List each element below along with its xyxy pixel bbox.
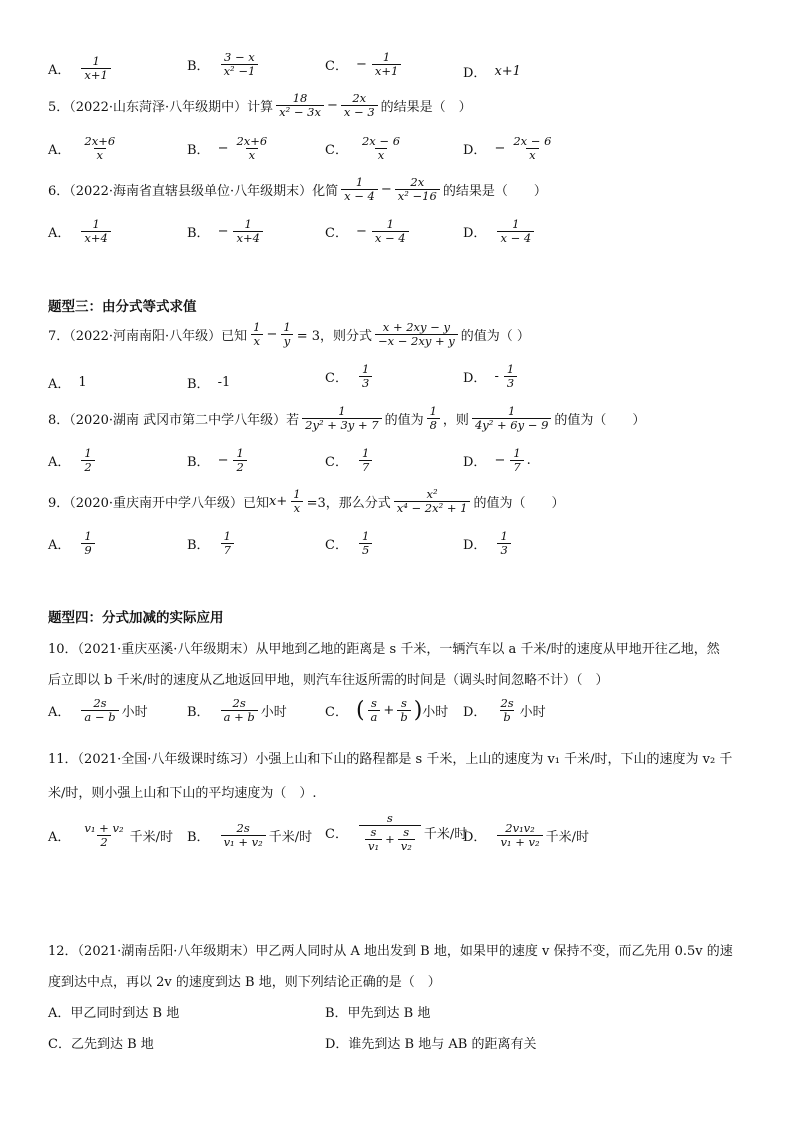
fraction: $\frac{2s}{a + b}$ bbox=[221, 697, 258, 724]
q8-option-c bbox=[325, 447, 375, 474]
q9-option-b bbox=[187, 530, 237, 557]
q12-option-b: B．甲先到达 B 地 bbox=[325, 1006, 431, 1021]
fraction: $\frac{1}{x+1}$ bbox=[81, 55, 110, 82]
q9-option-d bbox=[463, 530, 514, 557]
option-label: B． bbox=[187, 377, 210, 392]
option-label: D． bbox=[463, 371, 487, 387]
fraction: $\frac{\text{2v₁v₂}}{\text{v₁ + v₂}}$ bbox=[497, 822, 542, 849]
question-11-line-1: 11．（2021·全国·八年级课时练习）小强上山和下山的路程都是 s 千米，上山的速度为 v₁ 千米/时，下山的速度为 v₂ 千 bbox=[48, 752, 733, 767]
option-label: B． bbox=[187, 705, 210, 721]
fraction: $\frac{1}{9}$ bbox=[81, 530, 94, 557]
section-heading: 题型四：分式加减的实际应用 bbox=[48, 610, 224, 626]
fraction: $\frac{3 - x}{\text{x² −1}}$ bbox=[221, 51, 259, 78]
option-label: C． bbox=[325, 455, 348, 471]
fraction: $\frac{1}{x+4}$ bbox=[81, 218, 110, 245]
q7-option-b: B． -1 bbox=[187, 375, 231, 392]
option-label: A． bbox=[48, 455, 71, 471]
q8-option-a bbox=[48, 447, 98, 474]
option-label: D． bbox=[463, 143, 487, 159]
fraction: $\frac{s}{\text{v₂}}$ bbox=[398, 826, 415, 853]
q6-option-b: B． − $\frac{1}{x+4}$ bbox=[187, 218, 266, 245]
option-label: A． bbox=[48, 830, 71, 846]
q4-option-b bbox=[187, 51, 261, 78]
q8-option-d: D． − $\frac{1}{7}$ . bbox=[463, 446, 531, 475]
fraction: $\frac{1}{\text{4y² + 6y − 9}}$ bbox=[472, 405, 551, 432]
fraction: $\frac{2x}{x - 3}$ bbox=[341, 92, 378, 119]
option-label: C． bbox=[325, 143, 348, 159]
q11-option-a: A． $\frac{\text{v₁ + v₂}}{2}$ 千米/时 bbox=[48, 821, 173, 850]
section-heading: 题型三：由分式等式求值 bbox=[48, 299, 197, 315]
fraction: $\frac{1}{x+1}$ bbox=[372, 51, 401, 78]
fraction: $\frac{1}{8}$ bbox=[427, 405, 440, 432]
fraction: $\frac{1}{x}$ bbox=[290, 488, 303, 515]
q6-option-c: C． − $\frac{1}{x - 4}$ bbox=[325, 218, 412, 245]
q12-option-d: D．谁先到达 B 地与 AB 的距离有关 bbox=[325, 1037, 537, 1052]
fraction: $\frac{2x+6}{x}$ bbox=[84, 134, 116, 163]
q9-option-a bbox=[48, 530, 98, 557]
fraction: $\frac{1}{x - 4}$ bbox=[497, 218, 534, 245]
fraction: $\frac{\text{v₁ + v₂}}{2}$ bbox=[84, 821, 124, 850]
option-label: C． bbox=[325, 226, 348, 242]
q10-option-b: B． $\frac{2s}{a + b}$ 小时 bbox=[187, 696, 287, 725]
q12-option-c: C．乙先到达 B 地 bbox=[48, 1037, 154, 1052]
fraction: $\frac{\text{x²}}{\text{x⁴ − 2x² + 1}}$ bbox=[394, 488, 471, 515]
fraction: $\frac{1}{3}$ bbox=[504, 363, 517, 390]
question-9: 9．（2020·重庆南开中学八年级）已知 x+ $\frac{1}{x}$ =3，那么分式 $\frac{\text{x²}}{\text{x⁴ − 2x² + 1}}$ 的值为（ ） bbox=[48, 487, 565, 516]
q4-option-c: C． − $\frac{1}{x+1}$ bbox=[325, 51, 404, 78]
fraction: $\frac{2s}{b}$ bbox=[500, 696, 514, 725]
fraction: $\frac{s}{b}$ bbox=[397, 697, 410, 724]
q4-option-a bbox=[48, 55, 114, 82]
fraction: $\frac{1}{2}$ bbox=[81, 447, 94, 474]
option-label: D． bbox=[463, 66, 487, 81]
fraction: $\frac{x + 2xy - y}{-x - 2xy + y}$ bbox=[375, 321, 458, 348]
fraction: $\frac{1}{3}$ bbox=[497, 530, 510, 557]
q5-option-b: B． − $\frac{2x+6}{x}$ bbox=[187, 135, 273, 162]
fraction: $\frac{1}{x - 4}$ bbox=[341, 176, 378, 203]
q6-option-d bbox=[463, 218, 537, 245]
option-label: C． bbox=[325, 371, 348, 387]
q12-option-a: A．甲乙同时到达 B 地 bbox=[48, 1006, 180, 1021]
fraction: $\frac{1}{2}$ bbox=[233, 447, 246, 474]
fraction-denominator: $\frac{s}{\text{v₁}}$ + $\frac{s}{\text{v₂}}$ bbox=[359, 825, 421, 853]
option-label: A． bbox=[48, 377, 71, 392]
fraction: $\frac{2x - 6}{x}$ bbox=[513, 134, 552, 163]
q9-option-c bbox=[325, 530, 375, 557]
fraction: $\frac{s}{\text{v₁}}$ bbox=[365, 826, 382, 853]
option-label: C． bbox=[325, 538, 348, 554]
q7-option-a: A． 1 bbox=[48, 375, 87, 392]
q10-option-d: D． $\frac{2s}{b}$ 小时 bbox=[463, 696, 546, 725]
option-label: C． bbox=[325, 59, 348, 75]
option-label: A． bbox=[48, 63, 71, 79]
fraction: $\frac{1}{y}$ bbox=[280, 321, 293, 348]
question-8: 8．（2020·湖南 武冈市第二中学八年级）若 $\frac{1}{\text{2y² + 3y + 7}}$ 的值为 $\frac{1}{8}$ ，则 $\frac{1}{\text{4y² + 6y − 9}}$ 的值为（ ） bbox=[48, 404, 646, 433]
fraction: $\frac{1}{x+4}$ bbox=[233, 218, 262, 245]
q5-option-c bbox=[325, 135, 406, 162]
fraction: $\frac{1}{x - 4}$ bbox=[372, 218, 409, 245]
q5-option-a bbox=[48, 135, 121, 162]
option-label: D． bbox=[463, 830, 487, 846]
option-label: C． bbox=[325, 705, 348, 721]
question-6: 6．（2022·海南省直辖县级单位·八年级期末）化简 $\frac{1}{x - 4}$ − $\frac{2x}{\text{x² −16}}$ 的结果是（ ） bbox=[48, 175, 547, 204]
fraction: $\frac{1}{\text{2y² + 3y + 7}}$ bbox=[302, 405, 381, 432]
q5-option-d: D． − $\frac{2x - 6}{x}$ bbox=[463, 135, 557, 162]
question-11-line-2: 米/时，则小强上山和下山的平均速度为（ ）. bbox=[48, 786, 317, 801]
q4-option-d: D． x+1 bbox=[463, 64, 521, 81]
option-label: B． bbox=[187, 830, 210, 846]
fraction: $\frac{2x - 6}{x}$ bbox=[361, 134, 401, 163]
fraction: $\frac{2x}{\text{x² −16}}$ bbox=[395, 176, 440, 203]
fraction: $\frac{1}{3}$ bbox=[359, 363, 372, 390]
fraction: $\frac{18}{\text{x² − 3x}}$ bbox=[276, 92, 324, 119]
question-10-line-1: 10．（2021·重庆巫溪·八年级期末）从甲地到乙地的距离是 s 千米，一辆汽车以 a 千米/时的速度从甲地开往乙地，然 bbox=[48, 642, 720, 657]
option-label: D． bbox=[463, 705, 487, 721]
option-label: D． bbox=[463, 538, 487, 554]
question-10-line-2: 后立即以 b 千米/时的速度从乙地返回甲地，则汽车往返所需的时间是（调头时间忽略不计）（ ） bbox=[48, 673, 609, 688]
fraction: $\frac{1}{5}$ bbox=[359, 530, 372, 557]
fraction: $\frac{1}{7}$ bbox=[359, 447, 372, 474]
fraction: $\frac{2x+6}{x}$ bbox=[236, 134, 268, 163]
q8-option-b: B． − $\frac{1}{2}$ bbox=[187, 447, 250, 474]
option-label: B． bbox=[187, 226, 210, 242]
option-label: B． bbox=[187, 59, 210, 75]
compound-fraction: s $\frac{s}{\text{v₁}}$ + $\frac{s}{\text{v₂}}$ bbox=[359, 812, 421, 854]
fraction: $\frac{2s}{\text{v₁ + v₂}}$ bbox=[221, 822, 266, 849]
option-label: A． bbox=[48, 538, 71, 554]
q7-option-c bbox=[325, 363, 375, 390]
option-label: A． bbox=[48, 705, 71, 721]
q6-option-a bbox=[48, 218, 114, 245]
option-label: C． bbox=[325, 827, 348, 843]
question-7: 7．（2022·河南南阳·八年级）已知 $\frac{1}{x}$ − $\frac{1}{y}$ = 3，则分式 $\frac{x + 2xy - y}{-x - 2xy + y}$ 的值为（ ） bbox=[48, 320, 530, 349]
q11-option-c: C． s $\frac{s}{\text{v₁}}$ + $\frac{s}{\text{v₂}}$ 千米/时 bbox=[325, 811, 468, 854]
fraction: $\frac{2s}{a - b}$ bbox=[81, 697, 118, 724]
q10-option-c: C． ( $\frac{s}{a}$ + $\frac{s}{b}$ ) 小时 bbox=[325, 696, 449, 725]
fraction: $\frac{1}{7}$ bbox=[510, 447, 523, 474]
option-label: D． bbox=[463, 455, 487, 471]
option-label: B． bbox=[187, 143, 210, 159]
option-label: B． bbox=[187, 455, 210, 471]
question-5: 5．（2022·山东菏泽·八年级期中）计算 $\frac{18}{\text{x² − 3x}}$ − $\frac{2x}{x - 3}$ 的结果是（ ） bbox=[48, 91, 472, 120]
q7-option-d: D． - $\frac{1}{3}$ bbox=[463, 363, 520, 390]
option-label: B． bbox=[187, 538, 210, 554]
fraction: $\frac{s}{a}$ bbox=[368, 697, 381, 724]
q10-option-a: A． $\frac{2s}{a - b}$ 小时 bbox=[48, 696, 148, 725]
fraction: $\frac{1}{x}$ bbox=[250, 321, 263, 348]
option-label: A． bbox=[48, 143, 71, 159]
option-label: A． bbox=[48, 226, 71, 242]
option-label: D． bbox=[463, 226, 487, 242]
q11-option-b: B． $\frac{2s}{\text{v₁ + v₂}}$ 千米/时 bbox=[187, 821, 313, 850]
fraction: $\frac{1}{7}$ bbox=[221, 530, 234, 557]
q11-option-d: D． $\frac{\text{2v₁v₂}}{\text{v₁ + v₂}}$ 千米/时 bbox=[463, 821, 589, 850]
question-12-line-1: 12．（2021·湖南岳阳·八年级期末）甲乙两人同时从 A 地出发到 B 地，如果甲的速度 v 保持不变，而乙先用 0.5v 的速 bbox=[48, 944, 733, 959]
question-12-line-2: 度到达中点，再以 2v 的速度到达 B 地，则下列结论正确的是（ ） bbox=[48, 975, 441, 990]
